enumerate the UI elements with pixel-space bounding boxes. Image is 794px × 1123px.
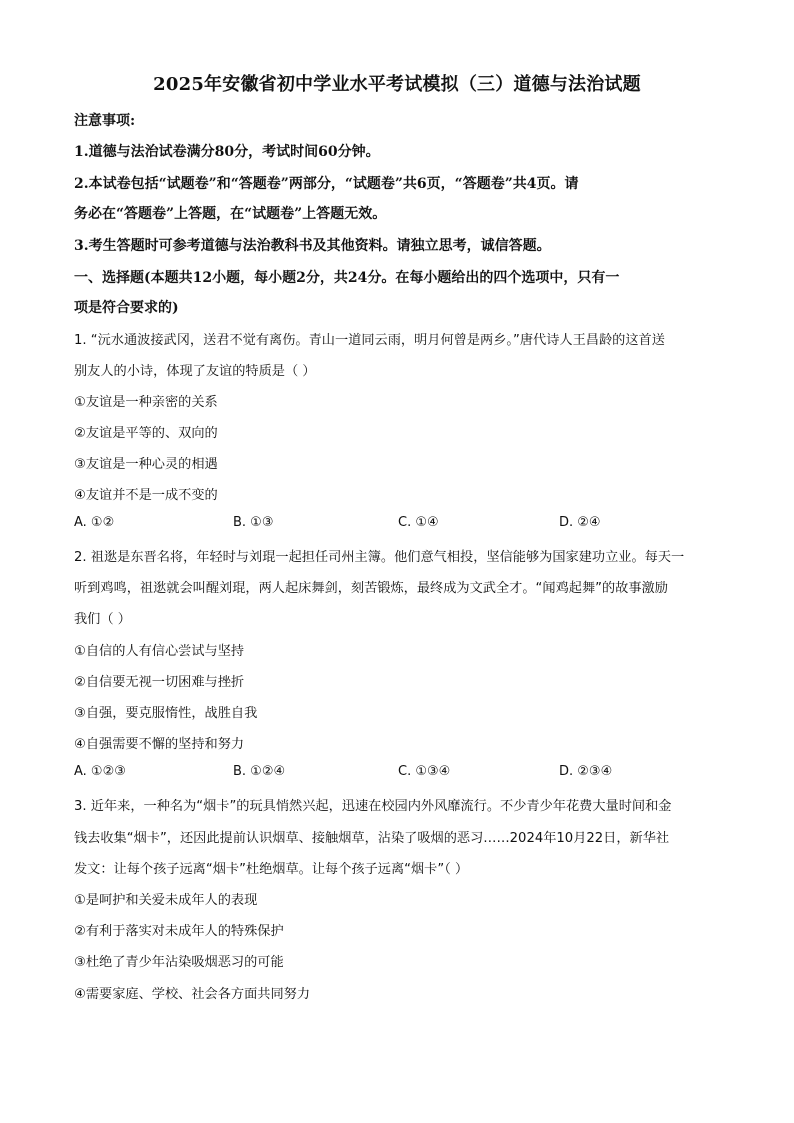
section-heading: 一、选择题(本题共12小题，每小题2分，共24分。在每小题给出的四个选项中，只有一 [74, 270, 620, 286]
notice-heading: 注意事项: [74, 113, 136, 129]
option-a[interactable]: A. ①②③ [74, 764, 126, 779]
option-a[interactable]: A. ①② [74, 515, 115, 530]
notice-item: 1.道德与法治试卷满分80分，考试时间60分钟。 [74, 144, 380, 160]
question-2-statement: ③自强，要克服惰性，战胜自我 [74, 706, 258, 721]
option-c[interactable]: C. ①④ [398, 515, 439, 530]
question-1-stem: 别友人的小诗，体现了友谊的特质是（ ） [74, 364, 316, 379]
question-1-statement: ②友谊是平等的、双向的 [74, 426, 218, 441]
question-2-statement: ②自信要无视一切困难与挫折 [74, 675, 245, 690]
question-3-statement: ②有利于落实对未成年人的特殊保护 [74, 924, 284, 939]
option-d[interactable]: D. ②③④ [559, 764, 613, 779]
notice-item: 3.考生答题时可参考道德与法治教科书及其他资料。请独立思考，诚信答题。 [74, 238, 551, 254]
question-1-stem: 1. “沅水通波接武冈，送君不觉有离伤。青山一道同云雨，明月何曾是两乡。”唐代诗人王昌龄的这首送 [74, 333, 665, 348]
page-title: 2025年安徽省初中学业水平考试模拟（三）道德与法治试题 [153, 74, 641, 95]
question-2-stem: 我们（ ） [74, 612, 131, 627]
option-b[interactable]: B. ①③ [233, 515, 274, 530]
option-d[interactable]: D. ②④ [559, 515, 601, 530]
question-1-statement: ④友谊并不是一成不变的 [74, 488, 218, 503]
question-2-statement: ④自强需要不懈的坚持和努力 [74, 737, 245, 752]
question-3-stem: 发文：让每个孩子远离“烟卡”杜绝烟草。让每个孩子远离“烟卡”（ ） [74, 862, 469, 877]
section-heading-cont: 项是符合要求的) [74, 300, 179, 316]
notice-item: 务必在“答题卷”上答题，在“试题卷”上答题无效。 [74, 206, 387, 222]
question-3-stem: 3. 近年来，一种名为“烟卡”的玩具悄然兴起，迅速在校园内外风靡流行。不少青少年花费大量时间和金 [74, 799, 672, 814]
question-3-statement: ③杜绝了青少年沾染吸烟恶习的可能 [74, 955, 284, 970]
question-3-statement: ④需要家庭、学校、社会各方面共同努力 [74, 987, 311, 1002]
question-2-stem: 2. 祖逖是东晋名将，年轻时与刘琨一起担任司州主簿。他们意气相投，坚信能够为国家建功立业。每天一 [74, 550, 685, 565]
option-c[interactable]: C. ①③④ [398, 764, 451, 779]
question-1-statement: ①友谊是一种亲密的关系 [74, 395, 218, 410]
question-1-statement: ③友谊是一种心灵的相遇 [74, 457, 218, 472]
question-2-statement: ①自信的人有信心尝试与坚持 [74, 644, 245, 659]
question-3-statement: ①是呵护和关爱未成年人的表现 [74, 893, 258, 908]
question-2-stem: 听到鸡鸣，祖逖就会叫醒刘琨，两人起床舞剑，刻苦锻炼，最终成为文武全才。“闻鸡起舞”的故事激励 [74, 581, 668, 596]
question-3-stem: 钱去收集“烟卡”，还因此提前认识烟草、接触烟草，沾染了吸烟的恶习……2024年10月22日，新华社 [74, 831, 670, 846]
option-b[interactable]: B. ①②④ [233, 764, 286, 779]
notice-item: 2.本试卷包括“试题卷”和“答题卷”两部分，“试题卷”共6页，“答题卷”共4页。请 [74, 176, 579, 192]
